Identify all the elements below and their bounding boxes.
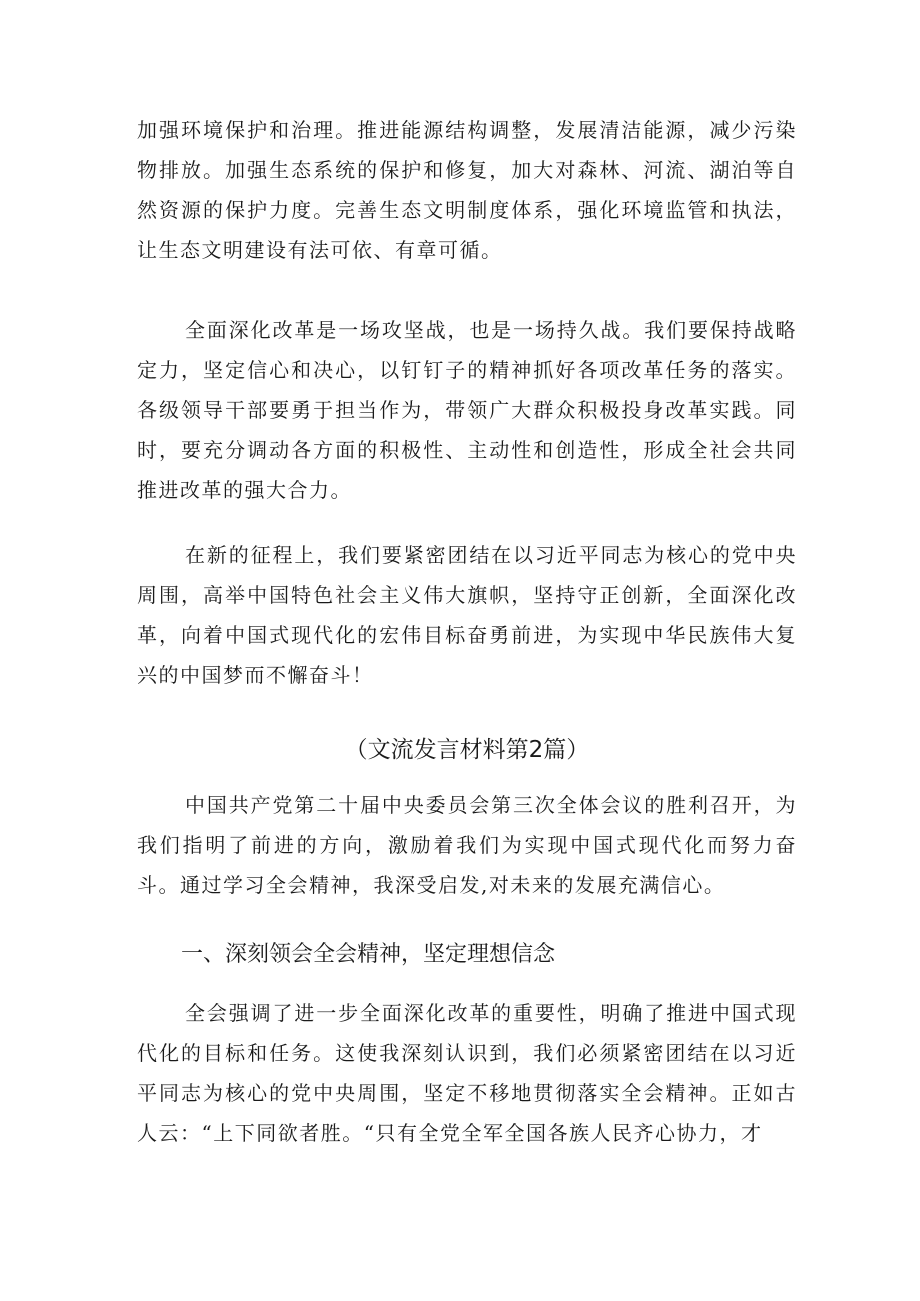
section-intro-paragraph: 中国共产党第二十届中央委员会第三次全体会议的胜利召开，为我们指明了前进的方向，激励着我们为实现中国式现代化而努力奋斗。通过学习全会精神，我深受启发,对未来的发展充满信心。 <box>137 793 797 897</box>
paragraph-plenum-emphasis: 全会强调了进一步全面深化改革的重要性，明确了推进中国式现代化的目标和任务。这使我深刻认识到，我们必须紧密团结在以习近平同志为核心的党中央周围，坚定不移地贯彻落实全会精神。正如古人云：“上下同欲者胜。“只有全党全军全国各族人民齐心协力，才 <box>137 1001 797 1145</box>
paragraph-environment: 加强环境保护和治理。推进能源结构调整，发展清洁能源，减少污染物排放。加强生态系统的保护和修复，加大对森林、河流、湖泊等自然资源的保护力度。完善生态文明制度体系，强化环境监管和执法，让生态文明建设有法可依、有章可循。 <box>137 118 797 262</box>
subheading: 一、深刻领会全会精神，坚定理想信念 <box>181 942 556 967</box>
section-title: （文流发言材料第2篇） <box>344 737 590 763</box>
paragraph-reform: 全面深化改革是一场攻坚战，也是一场持久战。我们要保持战略定力，坚定信心和决心，以钉钉子的精神抓好各项改革任务的落实。各级领导干部要勇于担当作为，带领广大群众积极投身改革实践。同时，要充分调动各方面的积极性、主动性和创造性，形成全社会共同推进改革的强大合力。 <box>137 318 797 502</box>
paragraph-new-journey: 在新的征程上，我们要紧密团结在以习近平同志为核心的党中央周围，高举中国特色社会主义伟大旗帜，坚持守正创新，全面深化改革，向着中国式现代化的宏伟目标奋勇前进，为实现中华民族伟大复兴的中国梦而不懈奋斗！ <box>137 543 797 687</box>
